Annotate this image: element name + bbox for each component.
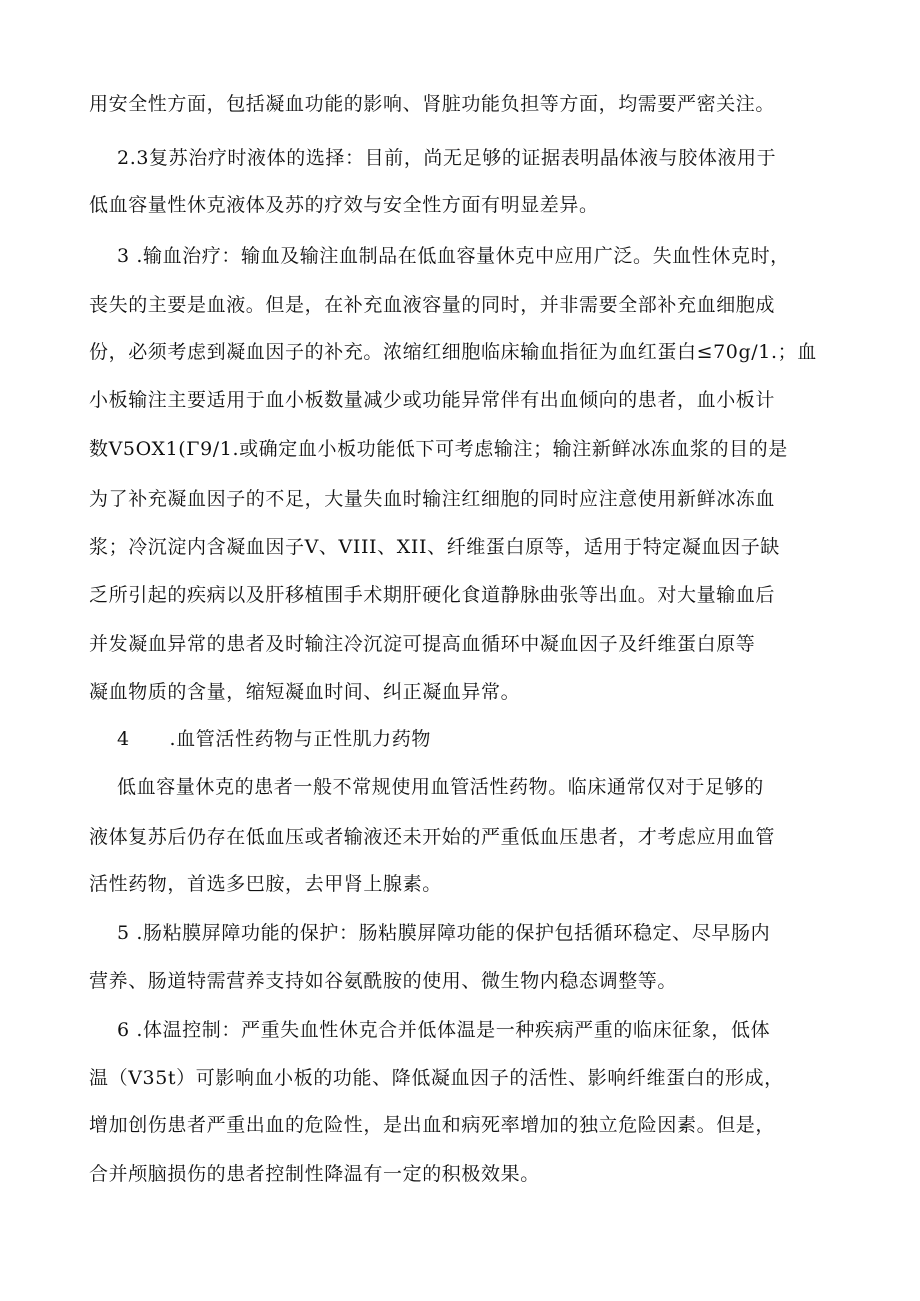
section-heading: 4 .血管活性药物与正性肌力药物 [117, 728, 431, 750]
paragraph-line: 合并颅脑损伤的患者控制性降温有一定的积极效果。 [89, 1163, 540, 1185]
paragraph-line: 低血容量性休克液体及苏的疗效与安全性方面有明显差异。 [89, 194, 599, 216]
paragraph-line: 乏所引起的疾病以及肝移植围手术期肝硬化食道静脉曲张等出血。对大量输血后 [89, 584, 776, 606]
paragraph-line: 营养、肠道特需营养支持如谷氨酰胺的使用、微生物内稳态调整等。 [89, 970, 678, 992]
paragraph-line: 5 .肠粘膜屏障功能的保护：肠粘膜屏障功能的保护包括循环稳定、尽早肠内 [117, 922, 771, 944]
paragraph-line: 增加创伤患者严重出血的危险性，是出血和病死率增加的独立危险因素。但是， [89, 1114, 776, 1136]
paragraph-line: 用安全性方面，包括凝血功能的影响、肾脏功能负担等方面，均需要严密关注。 [89, 93, 776, 115]
paragraph-line: 凝血物质的含量，缩短凝血时间、纠正凝血异常。 [89, 681, 521, 703]
paragraph-line: 浆；冷沉淀内含凝血因子V、VIII、XII、纤维蛋白原等，适用于特定凝血因子缺 [89, 536, 780, 558]
paragraph-line: 并发凝血异常的患者及时输注冷沉淀可提高血循环中凝血因子及纤维蛋白原等 [89, 633, 756, 655]
paragraph-line: 活性药物，首选多巴胺，去甲肾上腺素。 [89, 873, 442, 895]
paragraph-line: 为了补充凝血因子的不足，大量失血时输注红细胞的同时应注意使用新鲜冰冻血 [89, 488, 776, 510]
paragraph-line: 小板输注主要适用于血小板数量减少或功能异常伴有出血倾向的患者，血小板计 [89, 389, 776, 411]
paragraph-line: 液体复苏后仍存在低血压或者输液还未开始的严重低血压患者，才考虑应用血管 [89, 826, 776, 848]
paragraph-line: 丧失的主要是血液。但是，在补充血液容量的同时，并非需要全部补充血细胞成 [89, 294, 776, 316]
paragraph-line: 份，必须考虑到凝血因子的补充。浓缩红细胞临床输血指征为血红蛋白≤70g/1.；血 [89, 341, 817, 363]
paragraph-line: 数V5OX1(Γ9/1.或确定血小板功能低下可考虑输注；输注新鲜冰冻血浆的目的是 [89, 438, 788, 460]
paragraph-line: 温（V35t）可影响血小板的功能、降低凝血因子的活性、影响纤维蛋白的形成， [89, 1067, 784, 1089]
paragraph-line: 3 .输血治疗：输血及输注血制品在低血容量休克中应用广泛。失血性休克时， [117, 245, 790, 267]
paragraph-line: 低血容量休克的患者一般不常规使用血管活性药物。临床通常仅对于足够的 [117, 776, 764, 798]
paragraph-line: 2.3复苏治疗时液体的选择：目前，尚无足够的证据表明晶体液与胶体液用于 [117, 147, 777, 169]
paragraph-line: 6 .体温控制：严重失血性休克合并低体温是一种疾病严重的临床征象，低体 [117, 1019, 771, 1041]
